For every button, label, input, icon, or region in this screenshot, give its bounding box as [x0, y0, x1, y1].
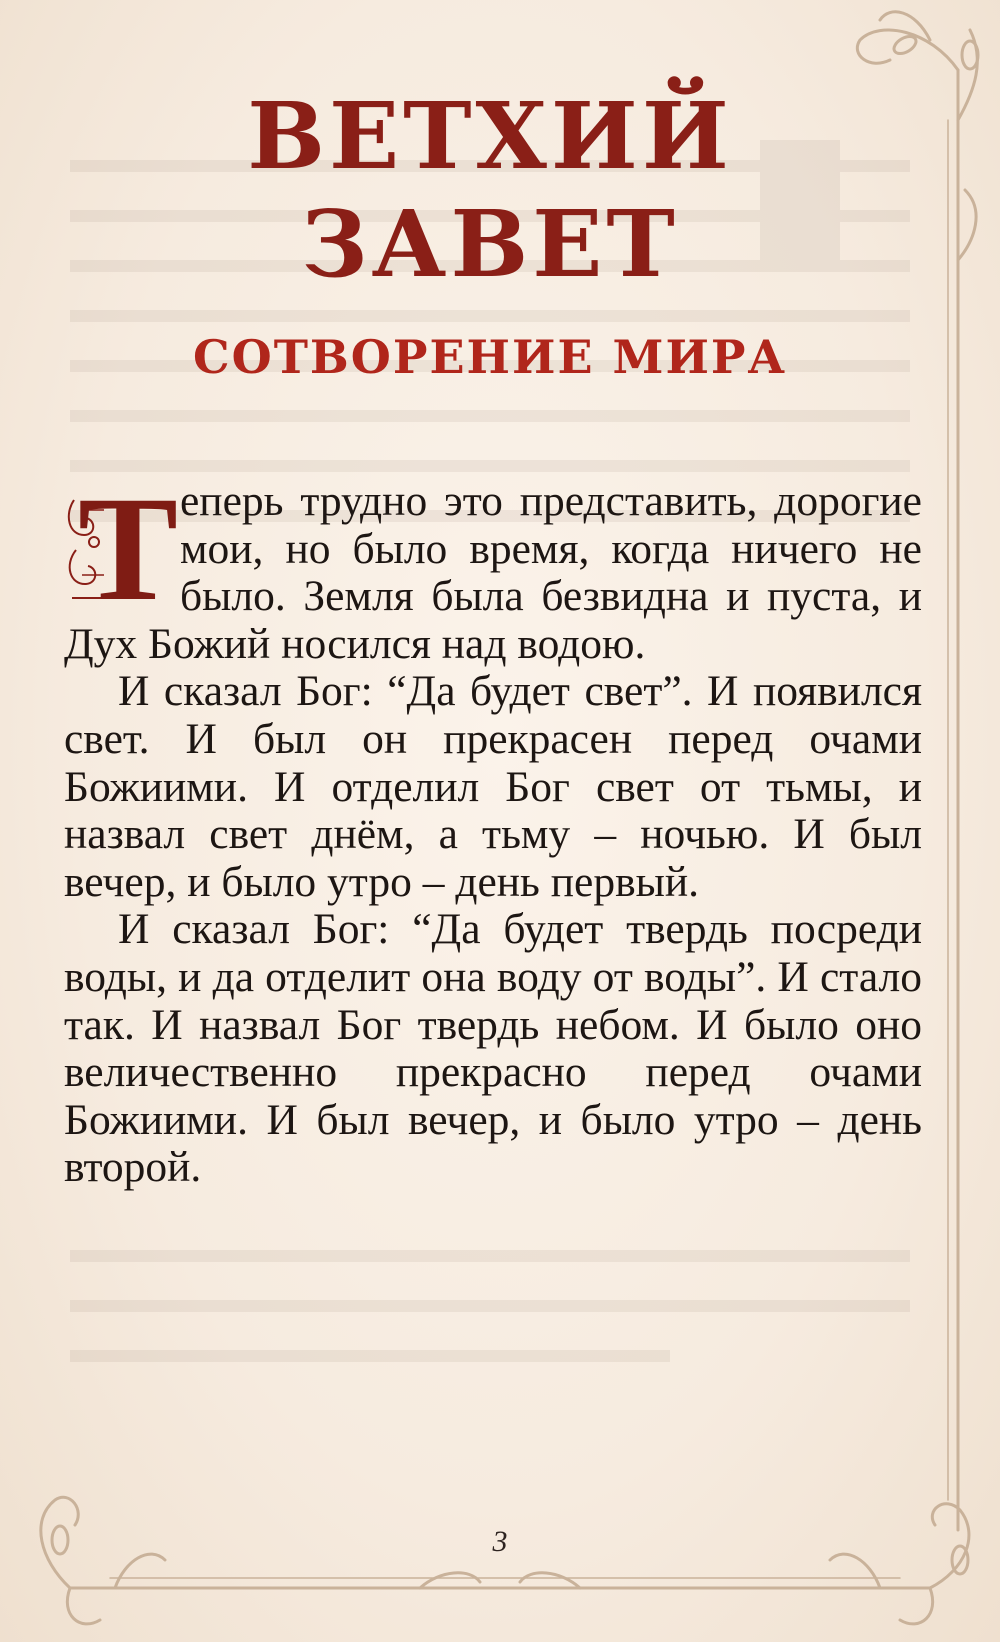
- chapter-title: СОТВОРЕНИЕ МИРА: [193, 330, 787, 384]
- body-text: [64, 466, 922, 1192]
- paragraph-2: И сказал Бог: “Да будет свет”. И появился свет. И был он прекрасен перед очами Божиими. И отделил Бог свет от тьмы, и назвал свет днём, а тьму – ночью. И был вечер, и было утро – день первый.: [64, 667, 922, 906]
- paragraph-1: еперь трудно это представить, дорогие мои, но было время, когда ничего не было. Земля была безвидна и пуста, и Дух Божий носился над водою.: [64, 477, 922, 668]
- dropcap-letter: Т: [78, 466, 179, 632]
- book-title: ВЕТХИЙ ЗАВЕТ: [247, 82, 733, 298]
- page-number: 3: [492, 1525, 508, 1558]
- paragraph-3: И сказал Бог: “Да будет твердь посреди воды, и да отделит она воду от воды”. И стало так. И назвал Бог твердь небом. И было оно величественно прекрасно перед очами Божиими. И был вечер, и было утро – день второй.: [64, 905, 922, 1192]
- ornamental-initial-icon: [64, 466, 179, 632]
